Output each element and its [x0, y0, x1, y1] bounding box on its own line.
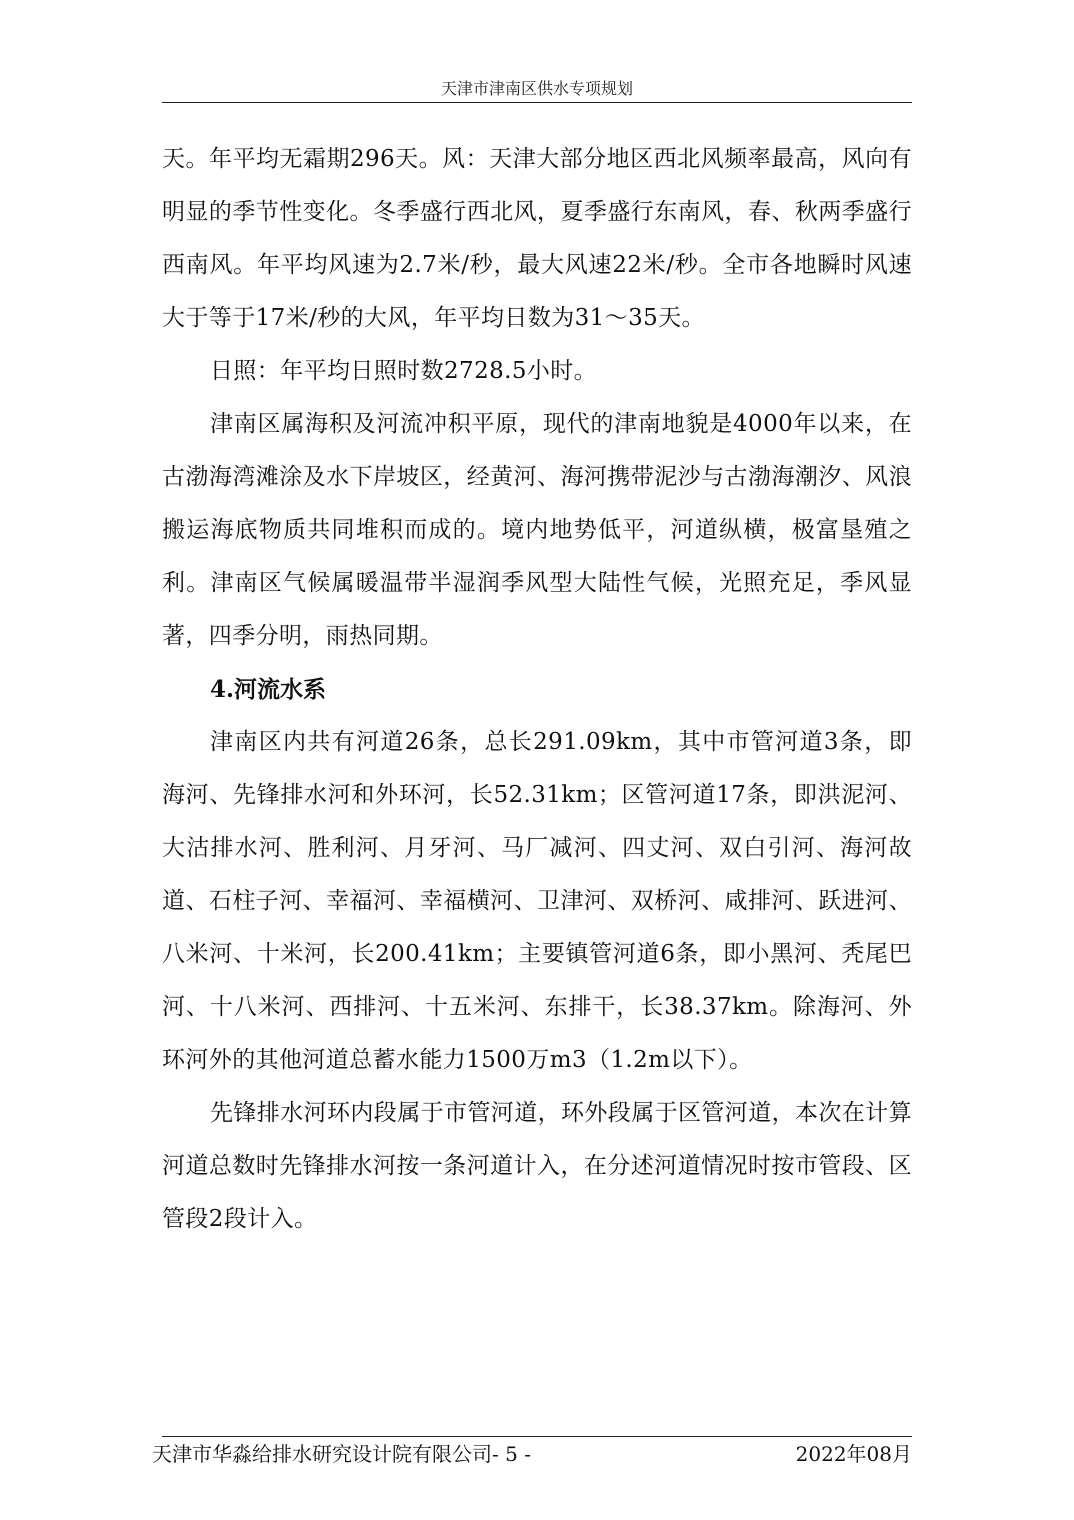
footer-divider: [162, 1436, 912, 1437]
document-body: [162, 133, 912, 1246]
page-header: [162, 76, 912, 102]
section-heading-river-system: 4.河流水系: [210, 676, 327, 703]
paragraph-landform: 津南区属海积及河流冲积平原，现代的津南地貌是4000年以来，在古渤海湾滩涂及水下岸坡区，经黄河、海河携带泥沙与古渤海潮汐、风浪搬运海底物质共同堆积而成的。境内地势低平，河道纵横，极富垦殖之利。津南区气候属暖温带半湿润季风型大陆性气候，光照充足，季风显著，四季分明，雨热同期。: [162, 411, 912, 649]
paragraph-climate-wind: 天。年平均无霜期296天。风：天津大部分地区西北风频率最高，风向有明显的季节性变化。冬季盛行西北风，夏季盛行东南风，春、秋两季盛行西南风。年平均风速为2.7米/秒，最大风速22米/秒。全市各地瞬时风速大于等于17米/秒的大风，年平均日数为31～35天。: [162, 146, 912, 331]
header-divider: [162, 102, 912, 103]
paragraph-rivers: 津南区内共有河道26条，总长291.09km，其中市管河道3条，即海河、先锋排水河和外环河，长52.31km；区管河道17条，即洪泥河、大沽排水河、胜利河、月牙河、马厂减河、四丈河、双白引河、海河故道、石柱子河、幸福河、幸福横河、卫津河、双桥河、咸排河、跃进河、八米河、十米河，长200.41km；主要镇管河道6条，即小黑河、秃尾巴河、十八米河、西排河、十五米河、东排干，长38.37km。除海河、外环河外的其他河道总蓄水能力1500万m3（1.2m以下）。: [162, 729, 912, 1073]
header-title: 天津市津南区供水专项规划: [440, 79, 633, 98]
paragraph-xianfeng-river: 先锋排水河环内段属于市管河道，环外段属于区管河道，本次在计算河道总数时先锋排水河按一条河道计入，在分述河道情况时按市管段、区管段2段计入。: [162, 1100, 912, 1232]
footer-date: 2022年08月: [795, 1442, 912, 1466]
footer-company-page: 天津市华淼给排水研究设计院有限公司- 5 -: [152, 1442, 531, 1466]
paragraph-sunshine: 日照：年平均日照时数2728.5小时。: [210, 358, 598, 384]
